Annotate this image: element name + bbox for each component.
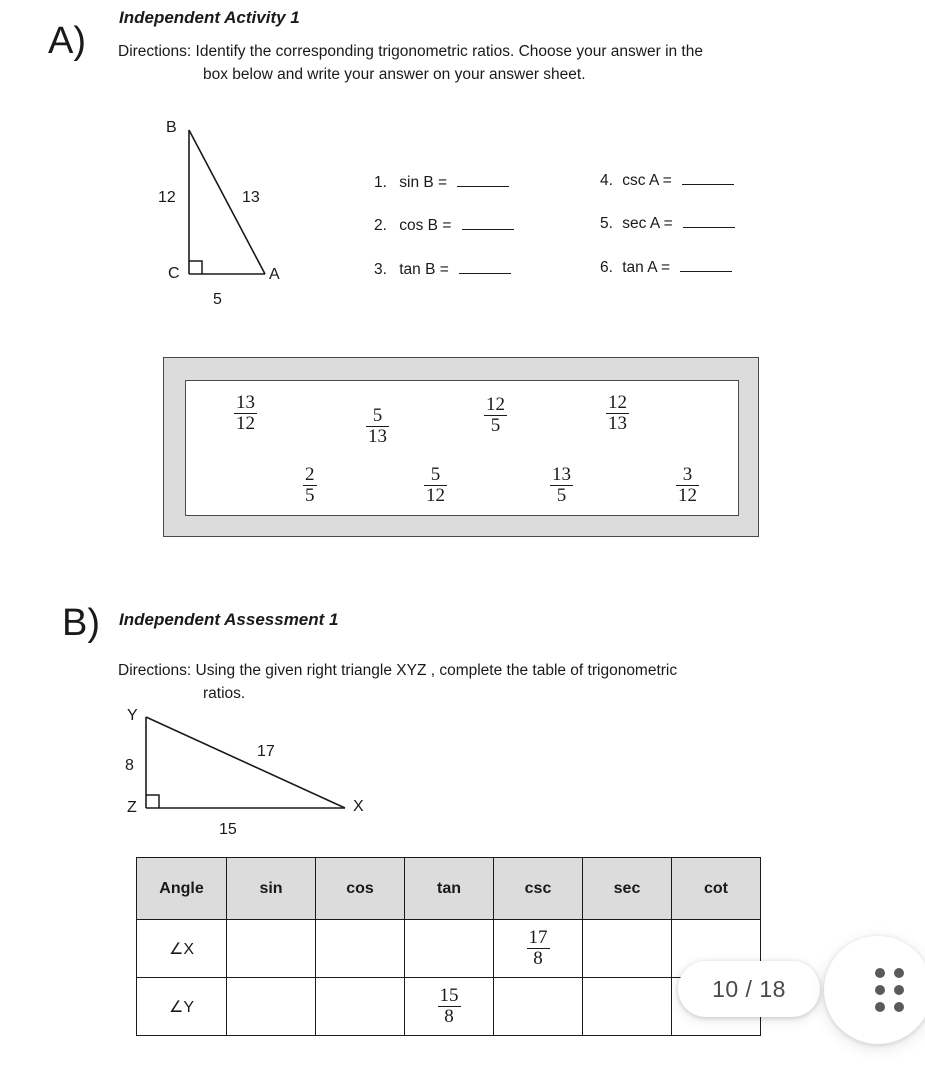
question-3-number: 3. <box>374 261 387 278</box>
section-b-directions-line2: ratios. <box>203 685 246 702</box>
answer-choice-2-fraction <box>366 406 389 447</box>
question-2 <box>374 216 514 235</box>
answer-choice-3[interactable] <box>484 395 507 436</box>
answer-choice-4-numerator: 12 <box>608 392 627 413</box>
section-b-marker: B) <box>62 602 100 644</box>
side-label-ab: 13 <box>242 189 260 206</box>
section-b-directions-line1: Directions: Using the given right triangle XYZ , complete the table of trigonometric <box>118 662 678 679</box>
row-x-csc-numerator: 17 <box>528 927 548 949</box>
question-5-text: sec A = <box>622 215 673 232</box>
table-row <box>137 978 761 1036</box>
side-label-zx: 15 <box>219 821 237 838</box>
question-6-answer-blank[interactable] <box>680 258 732 272</box>
section-b-title: Independent Assessment 1 <box>119 610 339 629</box>
question-5-answer-blank[interactable] <box>683 214 735 228</box>
section-a-directions <box>118 40 858 86</box>
triangle-abc-figure <box>140 108 340 318</box>
grid-dot <box>875 968 885 978</box>
answer-choice-5-fraction <box>303 465 317 506</box>
question-4 <box>600 171 734 190</box>
trig-ratios-table <box>136 857 761 1036</box>
answer-choice-1-denominator: 12 <box>236 412 255 434</box>
answer-choice-6-fraction <box>424 465 447 506</box>
grid-dot <box>875 985 885 995</box>
row-y-angle: ∠Y <box>137 978 227 1036</box>
question-2-answer-blank[interactable] <box>462 216 514 230</box>
question-1-number: 1. <box>374 174 387 191</box>
table-header-angle: Angle <box>137 858 227 920</box>
vertex-label-x: X <box>353 798 364 815</box>
question-2-text: cos B = <box>399 217 452 234</box>
triangle-xyz-figure <box>118 700 388 845</box>
answer-choice-2-denominator: 13 <box>368 425 387 447</box>
section-a-directions-line1: Directions: Identify the corresponding trigonometric ratios. Choose your answer in the <box>118 43 703 60</box>
row-x-csc-cell[interactable] <box>494 920 583 978</box>
answer-choice-5-denominator: 5 <box>305 484 315 506</box>
answer-choice-8-denominator: 12 <box>678 484 697 506</box>
table-header-cot: cot <box>672 858 761 920</box>
grid-menu-button[interactable] <box>824 936 925 1044</box>
grid-dot <box>875 1002 885 1012</box>
answer-choice-2-numerator: 5 <box>372 405 383 426</box>
question-3-answer-blank[interactable] <box>459 260 511 274</box>
answer-choices-inner-box <box>185 380 739 516</box>
section-a-directions-line2: box below and write your answer on your answer sheet. <box>203 66 586 83</box>
row-x-cos-cell[interactable] <box>316 920 405 978</box>
vertex-label-y: Y <box>127 707 138 724</box>
section-a-title: Independent Activity 1 <box>119 8 300 27</box>
question-5 <box>600 214 735 233</box>
triangle-abc-svg <box>140 108 340 318</box>
answer-choice-8-numerator: 3 <box>682 464 693 485</box>
row-x-csc-fraction <box>527 928 550 969</box>
row-y-tan-cell[interactable] <box>405 978 494 1036</box>
question-1-answer-blank[interactable] <box>457 173 509 187</box>
grid-dot <box>894 985 904 995</box>
answer-choice-4[interactable] <box>606 393 629 434</box>
answer-choices-box <box>163 357 759 537</box>
question-1-text: sin B = <box>399 174 448 191</box>
table-header-row <box>137 858 761 920</box>
answer-choice-7-fraction <box>550 465 573 506</box>
question-6-text: tan A = <box>622 259 671 276</box>
vertex-label-a: A <box>269 266 280 283</box>
answer-choice-5[interactable] <box>303 465 317 506</box>
question-6-number: 6. <box>600 259 613 276</box>
table-header-sec: sec <box>583 858 672 920</box>
vertex-label-b: B <box>166 119 177 136</box>
vertex-label-c: C <box>168 265 180 282</box>
section-a-marker: A) <box>48 20 86 62</box>
vertex-label-z: Z <box>127 799 137 816</box>
row-y-tan-fraction <box>438 986 461 1027</box>
table-header-csc: csc <box>494 858 583 920</box>
question-5-number: 5. <box>600 215 613 232</box>
answer-choice-8[interactable] <box>676 465 699 506</box>
row-y-tan-denominator: 8 <box>438 1006 461 1027</box>
answer-choice-5-numerator: 2 <box>305 464 315 485</box>
question-4-text: csc A = <box>622 172 672 189</box>
answer-choice-6[interactable] <box>424 465 447 506</box>
row-y-sin-cell[interactable] <box>227 978 316 1036</box>
grid-dot <box>894 1002 904 1012</box>
page-indicator-label: 10 / 18 <box>712 975 786 1002</box>
section-b-directions <box>118 659 848 705</box>
row-y-cos-cell[interactable] <box>316 978 405 1036</box>
answer-choice-4-denominator: 13 <box>608 412 627 434</box>
answer-choice-6-denominator: 12 <box>426 484 445 506</box>
answer-choice-3-denominator: 5 <box>484 415 507 436</box>
row-y-tan-numerator: 15 <box>439 985 459 1007</box>
answer-choice-1[interactable] <box>234 393 257 434</box>
side-label-ca: 5 <box>213 291 222 308</box>
answer-choice-6-numerator: 5 <box>430 464 441 485</box>
question-3 <box>374 260 511 279</box>
side-label-xy: 17 <box>257 743 275 760</box>
question-6 <box>600 258 732 277</box>
table-row <box>137 920 761 978</box>
answer-choice-8-fraction <box>676 465 699 506</box>
row-x-sin-cell[interactable] <box>227 920 316 978</box>
row-x-angle: ∠X <box>137 920 227 978</box>
triangle-xyz-svg <box>118 700 388 845</box>
answer-choice-2[interactable] <box>366 406 389 447</box>
side-label-yz: 8 <box>125 757 134 774</box>
table-header-cos: cos <box>316 858 405 920</box>
question-3-text: tan B = <box>399 261 449 278</box>
answer-choice-3-numerator: 12 <box>486 394 505 415</box>
answer-choice-3-fraction <box>484 395 507 436</box>
row-y-csc-cell[interactable] <box>494 978 583 1036</box>
grid-dots-icon <box>875 968 904 1012</box>
answer-choice-7-numerator: 13 <box>552 464 571 485</box>
answer-choice-4-fraction <box>606 393 629 434</box>
answer-choice-7[interactable] <box>550 465 573 506</box>
page-indicator[interactable] <box>678 961 820 1017</box>
answer-choice-1-numerator: 13 <box>236 392 255 413</box>
question-1 <box>374 173 509 192</box>
question-4-answer-blank[interactable] <box>682 171 734 185</box>
row-x-tan-cell[interactable] <box>405 920 494 978</box>
grid-dot <box>894 968 904 978</box>
row-x-sec-cell[interactable] <box>583 920 672 978</box>
table-header-tan: tan <box>405 858 494 920</box>
side-label-bc: 12 <box>158 189 176 206</box>
question-4-number: 4. <box>600 172 613 189</box>
answer-choice-1-fraction <box>234 393 257 434</box>
answer-choice-7-denominator: 5 <box>550 485 573 506</box>
row-y-sec-cell[interactable] <box>583 978 672 1036</box>
row-x-csc-denominator: 8 <box>527 948 550 969</box>
question-2-number: 2. <box>374 217 387 234</box>
table-header-sin: sin <box>227 858 316 920</box>
